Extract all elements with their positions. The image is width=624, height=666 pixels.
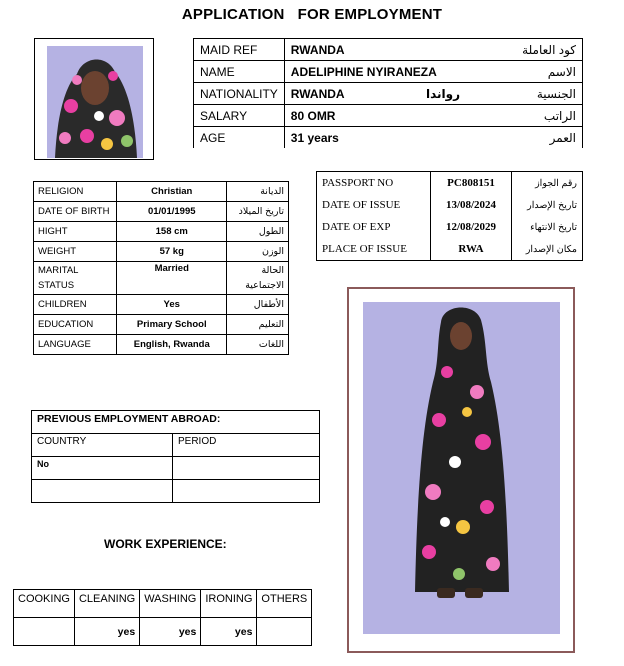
- skill-header: WASHING: [140, 590, 201, 618]
- work-skills-table: [13, 589, 312, 646]
- main-info-label-ar: العمر: [484, 127, 583, 149]
- main-info-value: 80 OMR: [284, 105, 484, 127]
- previous-employment-country: No: [32, 457, 173, 480]
- passport-row: [317, 172, 583, 195]
- skill-value: yes: [140, 618, 201, 646]
- previous-employment-columns-row: [32, 434, 320, 457]
- personal-value: Christian: [117, 182, 227, 202]
- personal-label-ar: تاريخ الميلاد: [227, 202, 289, 222]
- main-info-label: MAID REF: [194, 39, 285, 61]
- personal-label-ar: الطول: [227, 222, 289, 242]
- main-info-label-ar: الجنسية: [484, 83, 583, 105]
- personal-value: 57 kg: [117, 242, 227, 262]
- passport-label-ar: تاريخ الإصدار: [512, 194, 583, 216]
- nationality-value: RWANDA: [290, 86, 345, 101]
- personal-label: LANGUAGE: [34, 335, 117, 355]
- passport-value: 12/08/2029: [431, 216, 512, 238]
- work-experience-title: WORK EXPERIENCE:: [104, 537, 227, 551]
- previous-employment-period: [173, 457, 320, 480]
- main-info-value: [284, 83, 484, 105]
- passport-label: DATE OF ISSUE: [317, 194, 431, 216]
- personal-row: [34, 242, 289, 262]
- previous-employment-country: [32, 480, 173, 503]
- personal-label: DATE OF BIRTH: [34, 202, 117, 222]
- personal-label: EDUCATION: [34, 315, 117, 335]
- skills-value-row: [14, 618, 312, 646]
- passport-row: [317, 216, 583, 238]
- previous-employment-col-period: PERIOD: [173, 434, 320, 457]
- personal-row: [34, 202, 289, 222]
- previous-employment-row: [32, 480, 320, 503]
- skills-header-row: [14, 590, 312, 618]
- applicant-portrait-photo: [34, 38, 154, 160]
- personal-details-table: [33, 181, 289, 355]
- personal-label-ar: التعليم: [227, 315, 289, 335]
- personal-row: [34, 315, 289, 335]
- main-info-label: AGE: [194, 127, 285, 149]
- personal-row: [34, 262, 289, 295]
- passport-value: RWA: [431, 238, 512, 261]
- main-info-row: [194, 83, 583, 105]
- personal-value: 158 cm: [117, 222, 227, 242]
- main-info-row: [194, 61, 583, 83]
- personal-label: WEIGHT: [34, 242, 117, 262]
- personal-label-ar: اللغات: [227, 335, 289, 355]
- personal-row: [34, 335, 289, 355]
- personal-value: 01/01/1995: [117, 202, 227, 222]
- passport-label: DATE OF EXP: [317, 216, 431, 238]
- skill-value: [14, 618, 75, 646]
- personal-label: MARITAL STATUS: [34, 262, 117, 295]
- personal-label-ar: الحالة الاجتماعية: [227, 262, 289, 295]
- personal-label-ar: الأطفال: [227, 295, 289, 315]
- personal-value: English, Rwanda: [117, 335, 227, 355]
- main-info-table: [193, 38, 583, 148]
- personal-label-ar: الديانة: [227, 182, 289, 202]
- personal-label: HIGHT: [34, 222, 117, 242]
- passport-value: 13/08/2024: [431, 194, 512, 216]
- passport-row: [317, 194, 583, 216]
- previous-employment-row: [32, 457, 320, 480]
- personal-row: [34, 182, 289, 202]
- main-info-label: SALARY: [194, 105, 285, 127]
- nationality-value-ar: رواندا: [425, 86, 460, 101]
- personal-label-ar: الوزن: [227, 242, 289, 262]
- skill-header: IRONING: [201, 590, 257, 618]
- passport-label: PASSPORT NO: [317, 172, 431, 195]
- passport-label-ar: رقم الجواز: [512, 172, 583, 195]
- main-info-label: NAME: [194, 61, 285, 83]
- main-info-row: [194, 127, 583, 149]
- personal-label: CHILDREN: [34, 295, 117, 315]
- main-info-row: [194, 105, 583, 127]
- main-info-row: [194, 39, 583, 61]
- main-info-label-ar: الاسم: [484, 61, 583, 83]
- main-info-label-ar: الراتب: [484, 105, 583, 127]
- skill-header: CLEANING: [74, 590, 139, 618]
- page-title: APPLICATION FOR EMPLOYMENT: [181, 6, 443, 23]
- previous-employment-col-country: COUNTRY: [32, 434, 173, 457]
- passport-label: PLACE OF ISSUE: [317, 238, 431, 261]
- passport-label-ar: مكان الإصدار: [512, 238, 583, 261]
- applicant-full-body-photo: [347, 287, 575, 653]
- previous-employment-period: [173, 480, 320, 503]
- personal-value: Yes: [117, 295, 227, 315]
- skill-value: yes: [201, 618, 257, 646]
- skill-header: COOKING: [14, 590, 75, 618]
- main-info-value: ADELIPHINE NYIRANEZA: [284, 61, 484, 83]
- personal-row: [34, 222, 289, 242]
- passport-value: PC808151: [431, 172, 512, 195]
- previous-employment-table: [31, 410, 320, 503]
- main-info-value: 31 years: [284, 127, 484, 149]
- portrait-figure: [47, 46, 143, 158]
- passport-table: [316, 171, 583, 261]
- passport-row: [317, 238, 583, 261]
- skill-value: [257, 618, 312, 646]
- full-body-figure: [363, 302, 560, 634]
- personal-row: [34, 295, 289, 315]
- personal-value: Primary School: [117, 315, 227, 335]
- main-info-label-ar: كود العاملة: [484, 39, 583, 61]
- personal-label: RELIGION: [34, 182, 117, 202]
- main-info-label: NATIONALITY: [194, 83, 285, 105]
- skill-header: OTHERS: [257, 590, 312, 618]
- personal-value: Married: [117, 262, 227, 295]
- main-info-value: RWANDA: [284, 39, 484, 61]
- skill-value: yes: [74, 618, 139, 646]
- previous-employment-header-row: [32, 411, 320, 434]
- passport-label-ar: تاريخ الانتهاء: [512, 216, 583, 238]
- previous-employment-title: PREVIOUS EMPLOYMENT ABROAD:: [32, 411, 320, 434]
